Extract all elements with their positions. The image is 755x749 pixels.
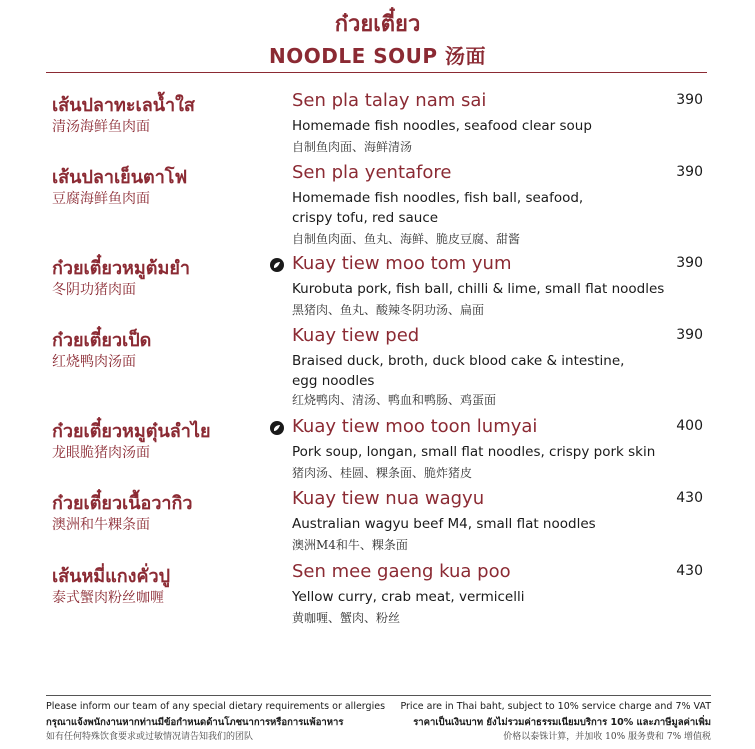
dish-price: 390 — [676, 255, 703, 271]
dish-name-chinese: 豆腐海鲜鱼肉面 — [52, 191, 150, 207]
dish-name-english: Sen pla yentafore — [292, 162, 452, 183]
dish-description-chinese: 澳洲M4和牛、粿条面 — [292, 538, 408, 552]
dish-name-chinese: 清汤海鲜鱼肉面 — [52, 119, 150, 135]
dish-name-thai: ก๋วยเตี๋ยวหมูต้มยำ — [52, 258, 190, 279]
dish-name-english: Kuay tiew moo tom yum — [292, 253, 512, 274]
dish-name-chinese: 澳洲和牛粿条面 — [52, 517, 150, 533]
dish-description: Homemade fish noodles, seafood clear soup — [292, 118, 592, 134]
dish-description: Braised duck, broth, duck blood cake & intestine, egg noodles — [292, 353, 625, 389]
section-title-thai: ก๋วยเตี๋ยว — [334, 12, 421, 37]
dish-name-thai: ก๋วยเตี๋ยวหมูตุ๋นลำไย — [52, 421, 211, 442]
header-divider — [46, 72, 707, 73]
dish-name-english: Kuay tiew ped — [292, 325, 420, 346]
dish-price: 430 — [676, 490, 703, 506]
dish-description-chinese: 自制鱼肉面、海鲜清汤 — [292, 140, 413, 154]
chilli-icon — [270, 258, 284, 272]
dish-name-chinese: 红烧鸭肉汤面 — [52, 354, 136, 370]
dish-description: Yellow curry, crab meat, vermicelli — [292, 589, 525, 605]
dish-name-english: Kuay tiew nua wagyu — [292, 488, 485, 509]
footer-dietary-note-cn: 如有任何特殊饮食要求或过敏情况请告知我们的团队 — [46, 732, 254, 742]
dish-name-english: Sen mee gaeng kua poo — [292, 561, 511, 582]
dish-description-chinese: 自制鱼肉面、鱼丸、海鲜、脆皮豆腐、甜酱 — [292, 232, 521, 246]
dish-price: 400 — [676, 418, 703, 434]
dish-description: Pork soup, longan, small flat noodles, crispy pork skin — [292, 444, 656, 460]
footer-price-note-en: Price are in Thai baht, subject to 10% service charge and 7% VAT — [400, 701, 711, 712]
section-title-english: NOODLE SOUP 汤面 — [269, 44, 486, 68]
dish-description-chinese: 猪肉汤、桂圆、粿条面、脆炸猪皮 — [292, 466, 473, 480]
dish-name-thai: ก๋วยเตี๋ยวเนื้อวากิว — [52, 493, 193, 514]
dish-price: 390 — [676, 164, 703, 180]
footer-price-note-cn: 价格以泰铢计算，并加收 10% 服务费和 7% 增值税 — [503, 732, 711, 742]
dish-name-thai: เส้นปลาทะเลน้ำใส — [52, 95, 195, 116]
dish-price: 390 — [676, 327, 703, 343]
dish-description: Kurobuta pork, fish ball, chilli & lime, small flat noodles — [292, 281, 665, 297]
dish-name-thai: เส้นหมี่แกงคั่วปู — [52, 566, 171, 587]
footer-divider — [46, 695, 711, 696]
dish-description-chinese: 黑猪肉、鱼丸、酸辣冬阴功汤、扁面 — [292, 303, 485, 317]
dish-price: 430 — [676, 563, 703, 579]
dish-name-thai: ก๋วยเตี๋ยวเป็ด — [52, 330, 152, 351]
footer-price-note-th: ราคาเป็นเงินบาท ยังไม่รวมค่าธรรมเนียมบริการ 10% และภาษีมูลค่าเพิ่ม — [413, 717, 711, 728]
dish-price: 390 — [676, 92, 703, 108]
dish-name-chinese: 龙眼脆猪肉汤面 — [52, 445, 150, 461]
dish-name-english: Sen pla talay nam sai — [292, 90, 487, 111]
dish-name-english: Kuay tiew moo toon lumyai — [292, 416, 538, 437]
dish-description-chinese: 红烧鸭肉、清汤、鸭血和鸭肠、鸡蛋面 — [292, 393, 497, 407]
dish-description-chinese: 黄咖喱、蟹肉、粉丝 — [292, 611, 401, 625]
dish-name-chinese: 泰式蟹肉粉丝咖喱 — [52, 590, 164, 606]
footer-dietary-note-th: กรุณาแจ้งพนักงานหากท่านมีข้อกำหนดด้านโภชนาการหรือการแพ้อาหาร — [46, 717, 344, 728]
footer-dietary-note-en: Please inform our team of any special dietary requirements or allergies — [46, 701, 386, 712]
dish-name-chinese: 冬阴功猪肉面 — [52, 282, 136, 298]
dish-name-thai: เส้นปลาเย็นตาโฟ — [52, 167, 188, 188]
dish-description: Homemade fish noodles, fish ball, seafood, crispy tofu, red sauce — [292, 190, 584, 226]
dish-description: Australian wagyu beef M4, small flat noodles — [292, 516, 596, 532]
chilli-icon — [270, 421, 284, 435]
